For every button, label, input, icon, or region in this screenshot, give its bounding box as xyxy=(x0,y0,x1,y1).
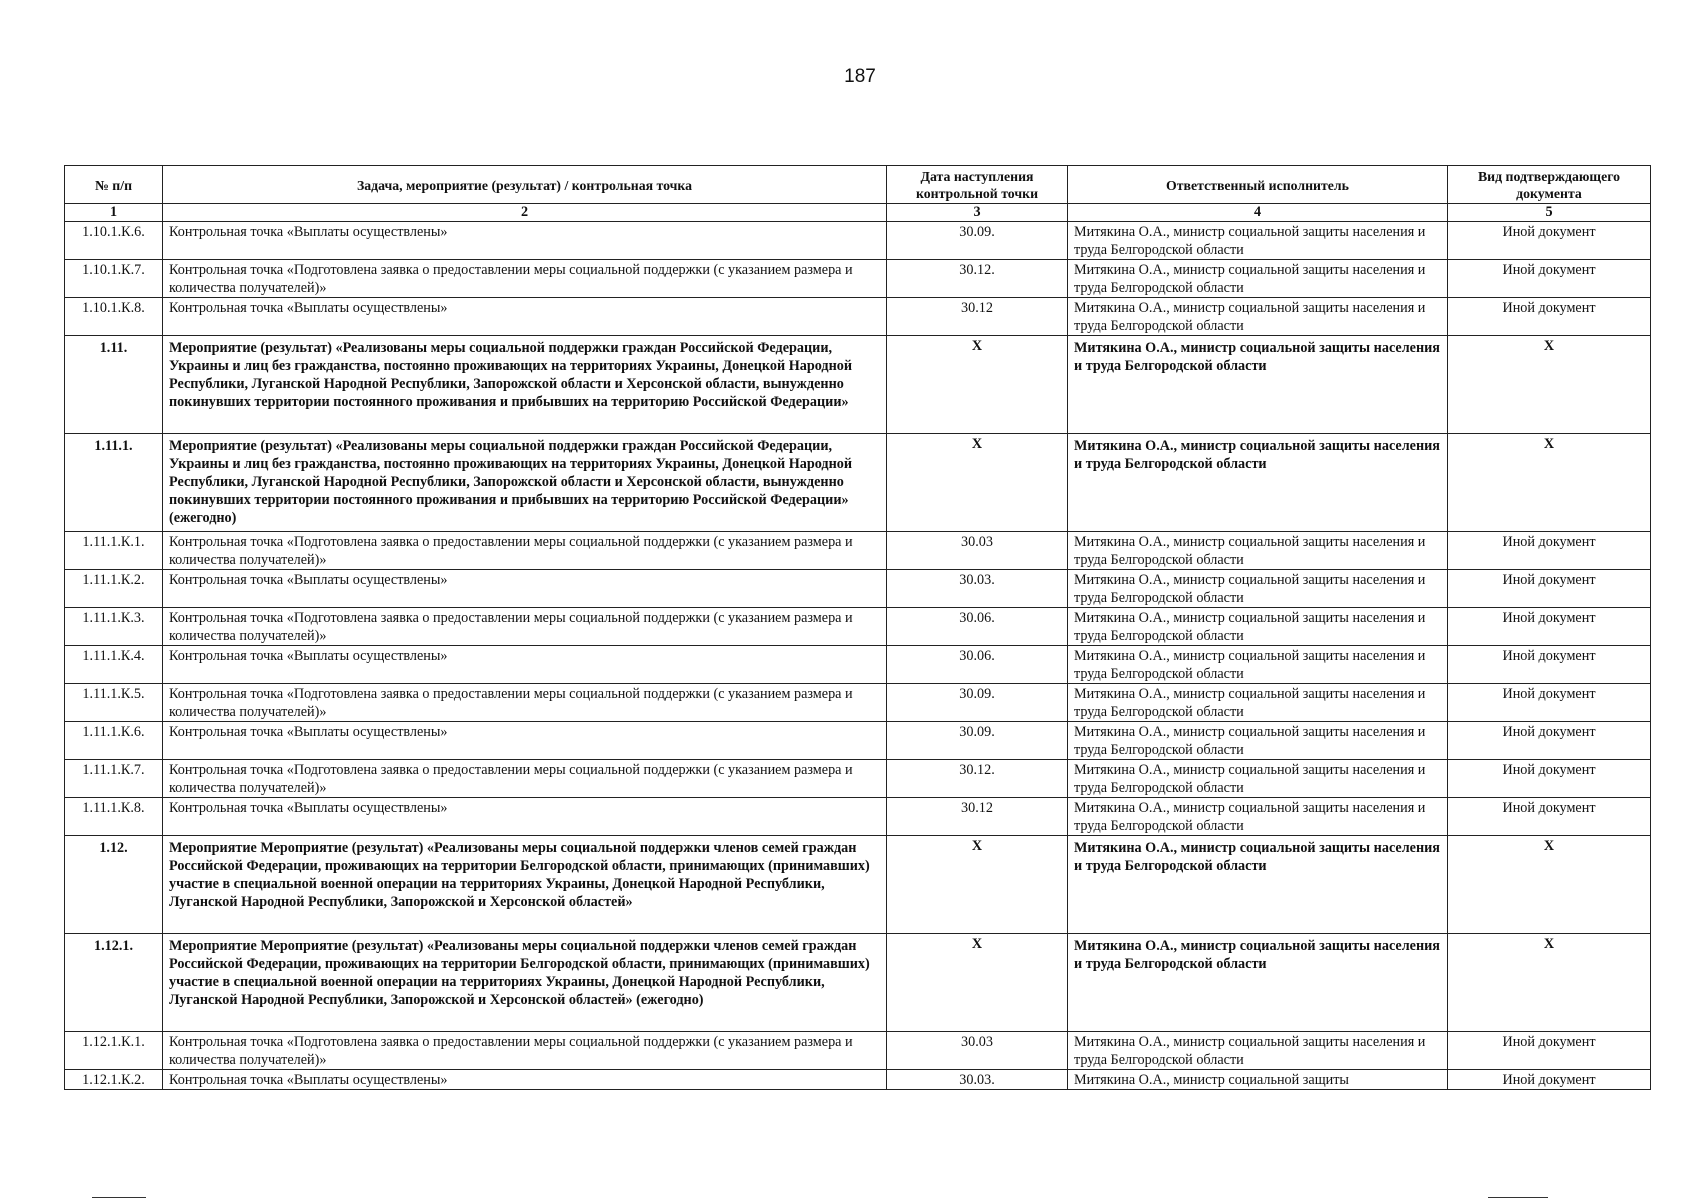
page-number: 187 xyxy=(844,66,876,87)
row-task: Контрольная точка «Выплаты осуществлены» xyxy=(163,798,887,836)
table-row xyxy=(65,260,1651,298)
row-document: X xyxy=(1448,336,1651,434)
row-document: X xyxy=(1448,934,1651,1032)
table-row xyxy=(65,434,1651,532)
row-responsible: Митякина О.А., министр социальной защиты населения и труда Белгородской области xyxy=(1068,934,1448,1032)
row-document: Иной документ xyxy=(1448,222,1651,260)
row-document: X xyxy=(1448,434,1651,532)
header-document: Вид подтверждающего документа xyxy=(1448,166,1651,204)
row-date: 30.03. xyxy=(887,1070,1068,1090)
table-row xyxy=(65,760,1651,798)
table-row xyxy=(65,336,1651,434)
row-responsible: Митякина О.А., министр социальной защиты населения и труда Белгородской области xyxy=(1068,646,1448,684)
row-date: 30.12 xyxy=(887,298,1068,336)
row-task: Контрольная точка «Подготовлена заявка о предоставлении меры социальной поддержки (с указанием размера и количества получателей)» xyxy=(163,532,887,570)
row-document: Иной документ xyxy=(1448,1070,1651,1090)
row-responsible: Митякина О.А., министр социальной защиты xyxy=(1068,1070,1448,1090)
row-document: Иной документ xyxy=(1448,684,1651,722)
row-number: 1.11.1. xyxy=(65,434,163,532)
table-row xyxy=(65,608,1651,646)
column-number: 2 xyxy=(163,204,887,222)
column-number: 4 xyxy=(1068,204,1448,222)
row-task: Контрольная точка «Выплаты осуществлены» xyxy=(163,646,887,684)
column-number: 1 xyxy=(65,204,163,222)
row-number: 1.12.1.К.1. xyxy=(65,1032,163,1070)
row-responsible: Митякина О.А., министр социальной защиты населения и труда Белгородской области xyxy=(1068,798,1448,836)
row-task: Контрольная точка «Выплаты осуществлены» xyxy=(163,570,887,608)
row-task: Мероприятие Мероприятие (результат) «Реализованы меры социальной поддержки членов семей граждан Российской Федерации, проживающих на территории Белгородской области, принимающих (принимавших) участие в специальной военной операции на территориях Украины, Донецкой Народной Республики, Луганской Народной Республики, Запорожской и Херсонской областей» (ежегодно) xyxy=(163,934,887,1032)
row-number: 1.12.1.К.2. xyxy=(65,1070,163,1090)
table-row xyxy=(65,1032,1651,1070)
row-number: 1.10.1.К.7. xyxy=(65,260,163,298)
row-date: 30.06. xyxy=(887,608,1068,646)
row-date: 30.09. xyxy=(887,684,1068,722)
plan-table xyxy=(64,165,1651,1090)
row-responsible: Митякина О.А., министр социальной защиты населения и труда Белгородской области xyxy=(1068,608,1448,646)
row-date: 30.06. xyxy=(887,646,1068,684)
row-responsible: Митякина О.А., министр социальной защиты населения и труда Белгородской области xyxy=(1068,722,1448,760)
header-date: Дата наступления контрольной точки xyxy=(887,166,1068,204)
row-responsible: Митякина О.А., министр социальной защиты населения и труда Белгородской области xyxy=(1068,532,1448,570)
row-date: X xyxy=(887,836,1068,934)
row-number: 1.12. xyxy=(65,836,163,934)
table-row xyxy=(65,646,1651,684)
row-task: Контрольная точка «Подготовлена заявка о предоставлении меры социальной поддержки (с указанием размера и количества получателей)» xyxy=(163,1032,887,1070)
row-date: X xyxy=(887,934,1068,1032)
row-responsible: Митякина О.А., министр социальной защиты населения и труда Белгородской области xyxy=(1068,1032,1448,1070)
row-date: 30.12 xyxy=(887,798,1068,836)
row-responsible: Митякина О.А., министр социальной защиты населения и труда Белгородской области xyxy=(1068,684,1448,722)
table-row xyxy=(65,722,1651,760)
row-document: Иной документ xyxy=(1448,760,1651,798)
row-number: 1.10.1.К.6. xyxy=(65,222,163,260)
row-document: Иной документ xyxy=(1448,532,1651,570)
row-document: Иной документ xyxy=(1448,260,1651,298)
table-row xyxy=(65,532,1651,570)
row-number: 1.11.1.К.7. xyxy=(65,760,163,798)
row-document: Иной документ xyxy=(1448,608,1651,646)
row-number: 1.10.1.К.8. xyxy=(65,298,163,336)
row-task: Контрольная точка «Подготовлена заявка о предоставлении меры социальной поддержки (с указанием размера и количества получателей)» xyxy=(163,260,887,298)
row-date: 30.03 xyxy=(887,1032,1068,1070)
table-row xyxy=(65,684,1651,722)
table-row xyxy=(65,222,1651,260)
row-number: 1.11.1.К.1. xyxy=(65,532,163,570)
table-row xyxy=(65,570,1651,608)
row-task: Мероприятие (результат) «Реализованы меры социальной поддержки граждан Российской Федерации, Украины и лиц без гражданства, постоянно проживающих на территориях Украины, Донецкой Народной Республики, Луганской Народной Республики, Запорожской области и Херсонской области, вынужденно покинувших территории постоянного проживания и прибывших на территорию Российской Федерации» (ежегодно) xyxy=(163,434,887,532)
table-row xyxy=(65,836,1651,934)
row-document: Иной документ xyxy=(1448,1032,1651,1070)
row-responsible: Митякина О.А., министр социальной защиты населения и труда Белгородской области xyxy=(1068,336,1448,434)
row-responsible: Митякина О.А., министр социальной защиты населения и труда Белгородской области xyxy=(1068,298,1448,336)
row-task: Контрольная точка «Выплаты осуществлены» xyxy=(163,722,887,760)
row-document: X xyxy=(1448,836,1651,934)
table-row xyxy=(65,1070,1651,1090)
row-date: 30.03 xyxy=(887,532,1068,570)
row-number: 1.12.1. xyxy=(65,934,163,1032)
row-task: Контрольная точка «Выплаты осуществлены» xyxy=(163,1070,887,1090)
row-date: X xyxy=(887,336,1068,434)
header-responsible: Ответственный исполнитель xyxy=(1068,166,1448,204)
row-responsible: Митякина О.А., министр социальной защиты населения и труда Белгородской области xyxy=(1068,434,1448,532)
row-task: Контрольная точка «Подготовлена заявка о предоставлении меры социальной поддержки (с указанием размера и количества получателей)» xyxy=(163,684,887,722)
row-date: 30.12. xyxy=(887,760,1068,798)
row-number: 1.11.1.К.8. xyxy=(65,798,163,836)
row-responsible: Митякина О.А., министр социальной защиты населения и труда Белгородской области xyxy=(1068,570,1448,608)
row-task: Мероприятие Мероприятие (результат) «Реализованы меры социальной поддержки членов семей граждан Российской Федерации, проживающих на территории Белгородской области, принимающих (принимавших) участие в специальной военной операции на территориях Украины, Донецкой Народной Республики, Луганской Народной Республики, Запорожской и Херсонской областей» xyxy=(163,836,887,934)
row-responsible: Митякина О.А., министр социальной защиты населения и труда Белгородской области xyxy=(1068,836,1448,934)
row-date: X xyxy=(887,434,1068,532)
table-row xyxy=(65,934,1651,1032)
row-number: 1.11.1.К.5. xyxy=(65,684,163,722)
row-number: 1.11.1.К.6. xyxy=(65,722,163,760)
header-task: Задача, мероприятие (результат) / контрольная точка xyxy=(163,166,887,204)
column-number-row xyxy=(65,204,1651,222)
row-document: Иной документ xyxy=(1448,298,1651,336)
row-document: Иной документ xyxy=(1448,646,1651,684)
row-date: 30.12. xyxy=(887,260,1068,298)
row-document: Иной документ xyxy=(1448,722,1651,760)
row-responsible: Митякина О.А., министр социальной защиты населения и труда Белгородской области xyxy=(1068,222,1448,260)
row-document: Иной документ xyxy=(1448,570,1651,608)
row-number: 1.11.1.К.3. xyxy=(65,608,163,646)
row-date: 30.03. xyxy=(887,570,1068,608)
table-header-row xyxy=(65,166,1651,204)
row-number: 1.11.1.К.4. xyxy=(65,646,163,684)
row-date: 30.09. xyxy=(887,222,1068,260)
row-number: 1.11. xyxy=(65,336,163,434)
row-responsible: Митякина О.А., министр социальной защиты населения и труда Белгородской области xyxy=(1068,760,1448,798)
row-number: 1.11.1.К.2. xyxy=(65,570,163,608)
footer-mark-left xyxy=(92,1197,146,1198)
row-date: 30.09. xyxy=(887,722,1068,760)
row-document: Иной документ xyxy=(1448,798,1651,836)
column-number: 5 xyxy=(1448,204,1651,222)
row-task: Контрольная точка «Выплаты осуществлены» xyxy=(163,222,887,260)
table-row xyxy=(65,298,1651,336)
row-task: Контрольная точка «Подготовлена заявка о предоставлении меры социальной поддержки (с указанием размера и количества получателей)» xyxy=(163,760,887,798)
table-row xyxy=(65,798,1651,836)
footer-mark-right xyxy=(1488,1197,1548,1198)
row-responsible: Митякина О.А., министр социальной защиты населения и труда Белгородской области xyxy=(1068,260,1448,298)
header-number: № п/п xyxy=(65,166,163,204)
row-task: Контрольная точка «Выплаты осуществлены» xyxy=(163,298,887,336)
column-number: 3 xyxy=(887,204,1068,222)
row-task: Мероприятие (результат) «Реализованы меры социальной поддержки граждан Российской Федерации, Украины и лиц без гражданства, постоянно проживающих на территориях Украины, Донецкой Народной Республики, Луганской Народной Республики, Запорожской области и Херсонской области, вынужденно покинувших территории постоянного проживания и прибывших на территорию Российской Федерации» xyxy=(163,336,887,434)
row-task: Контрольная точка «Подготовлена заявка о предоставлении меры социальной поддержки (с указанием размера и количества получателей)» xyxy=(163,608,887,646)
